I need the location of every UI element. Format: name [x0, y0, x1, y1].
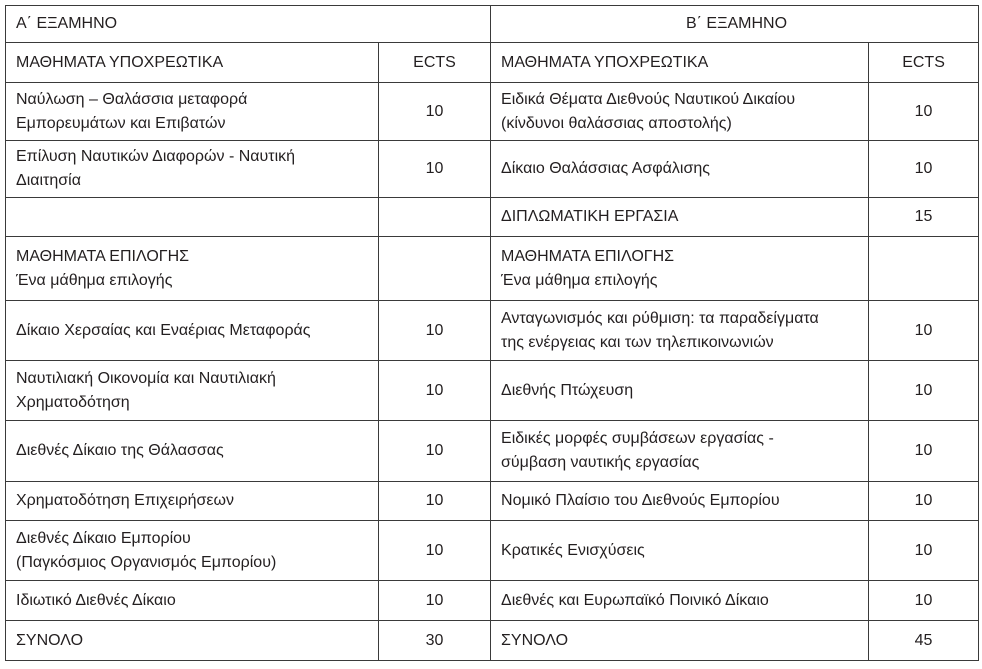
course-row	[6, 521, 979, 581]
electives-heading-row	[6, 237, 979, 301]
course-row	[6, 141, 979, 198]
electives-title: ΜΑΘΗΜΑΤΑ ΕΠΙΛΟΓΗΣ	[16, 247, 190, 265]
semester-a-ects: 10	[379, 581, 491, 621]
column-header-row	[6, 43, 979, 83]
course-name-line: Ειδικά Θέματα Διεθνούς Ναυτικού Δικαίου	[501, 90, 796, 108]
course-name-line: (Παγκόσμιος Οργανισμός Εμπορίου)	[16, 553, 277, 571]
semester-a-course	[6, 581, 379, 621]
course-name-line: σύμβαση ναυτικής εργασίας	[501, 454, 700, 471]
course-name-line: Χρηματοδότηση	[16, 393, 130, 411]
course-name-line: Ιδιωτικό Διεθνές Δίκαιο	[16, 591, 176, 609]
semester-a-ects: 10	[379, 482, 491, 521]
course-name-line: ΔΙΠΛΩΜΑΤΙΚΗ ΕΡΓΑΣΙΑ	[501, 208, 679, 225]
semester-a-course	[6, 301, 379, 361]
semester-a-ects: 10	[379, 421, 491, 482]
course-name-line: Δίκαιο Θαλάσσιας Ασφάλισης	[501, 160, 710, 177]
course-name-line: Κρατικές Ενισχύσεις	[501, 541, 645, 559]
course-row	[6, 301, 979, 361]
electives-note: Ένα μάθημα επιλογής	[16, 271, 173, 289]
semester-b-electives-label	[491, 237, 869, 301]
course-name-line: της ενέργειας και των τηλεπικοινωνιών	[501, 333, 774, 351]
semester-b-course	[491, 581, 869, 621]
semester-b-ects: 10	[869, 482, 979, 521]
course-name-line: Χρηματοδότηση Επιχειρήσεων	[16, 492, 234, 509]
semester-b-courses-column-header: ΜΑΘΗΜΑΤΑ ΥΠΟΧΡΕΩΤΙΚΑ	[491, 43, 869, 83]
course-name-line: Διαιτησία	[16, 172, 81, 189]
course-name-line: Ανταγωνισμός και ρύθμιση: τα παραδείγματα	[501, 309, 819, 327]
semester-b-ects: 10	[869, 301, 979, 361]
semester-b-ects: 10	[869, 141, 979, 198]
electives-title: ΜΑΘΗΜΑΤΑ ΕΠΙΛΟΓΗΣ	[501, 247, 675, 265]
course-row	[6, 482, 979, 521]
semester-a-ects	[379, 237, 491, 301]
semester-b-course	[491, 361, 869, 421]
semester-a-course	[6, 361, 379, 421]
course-name-line: (κίνδυνοι θαλάσσιας αποστολής)	[501, 114, 732, 132]
course-row	[6, 198, 979, 237]
course-name-line: Επίλυση Ναυτικών Διαφορών - Ναυτική	[16, 148, 296, 165]
semester-a-course	[6, 141, 379, 198]
course-name-line: Ναυτιλιακή Οικονομία και Ναυτιλιακή	[16, 369, 276, 387]
course-name-line: Δίκαιο Χερσαίας και Εναέριας Μεταφοράς	[16, 321, 311, 339]
semester-b-course	[491, 482, 869, 521]
semester-b-course	[491, 521, 869, 581]
semester-a-electives-label	[6, 237, 379, 301]
course-name-line: Νομικό Πλαίσιο του Διεθνούς Εμπορίου	[501, 492, 780, 509]
course-name-line: Διεθνής Πτώχευση	[501, 381, 634, 399]
course-name-line: Διεθνές Δίκαιο της Θάλασσας	[16, 442, 224, 459]
electives-note: Ένα μάθημα επιλογής	[501, 271, 658, 289]
course-row	[6, 83, 979, 141]
totals-row	[6, 621, 979, 661]
semester-b-ects	[869, 237, 979, 301]
semester-a-courses-column-header: ΜΑΘΗΜΑΤΑ ΥΠΟΧΡΕΩΤΙΚΑ	[6, 43, 379, 83]
semester-a-ects	[379, 198, 491, 237]
semester-b-ects: 10	[869, 421, 979, 482]
course-row	[6, 581, 979, 621]
semester-b-course	[491, 198, 869, 237]
semester-a-course	[6, 83, 379, 141]
semester-b-course	[491, 421, 869, 482]
semester-a-course	[6, 421, 379, 482]
semester-b-total-label: ΣΥΝΟΛΟ	[491, 621, 869, 661]
semester-a-ects-column-header: ECTS	[379, 43, 491, 83]
semester-a-total-label: ΣΥΝΟΛΟ	[6, 621, 379, 661]
semester-a-course	[6, 198, 379, 237]
course-name-line: Διεθνές και Ευρωπαϊκό Ποινικό Δίκαιο	[501, 591, 769, 609]
semester-b-ects: 10	[869, 521, 979, 581]
course-name-line: Εμπορευμάτων και Επιβατών	[16, 114, 226, 132]
course-name-line: Ειδικές μορφές συμβάσεων εργασίας -	[501, 430, 774, 447]
semester-a-course	[6, 482, 379, 521]
semester-a-total-ects: 30	[379, 621, 491, 661]
semester-b-ects: 15	[869, 198, 979, 237]
semester-a-ects: 10	[379, 521, 491, 581]
semester-a-course	[6, 521, 379, 581]
semester-b-course	[491, 83, 869, 141]
semester-b-ects: 10	[869, 83, 979, 141]
course-row	[6, 421, 979, 482]
course-row	[6, 361, 979, 421]
semester-b-ects: 10	[869, 581, 979, 621]
semester-b-course	[491, 301, 869, 361]
semester-a-ects: 10	[379, 83, 491, 141]
curriculum-table	[5, 5, 979, 661]
course-name-line: Διεθνές Δίκαιο Εμπορίου	[16, 529, 191, 547]
semester-header-row	[6, 6, 979, 43]
semester-b-ects-column-header: ECTS	[869, 43, 979, 83]
semester-a-ects: 10	[379, 141, 491, 198]
course-name-line: Ναύλωση – Θαλάσσια μεταφορά	[16, 90, 248, 108]
semester-a-ects: 10	[379, 301, 491, 361]
semester-b-header: Β΄ ΕΞΑΜΗΝΟ	[491, 6, 979, 43]
semester-b-course	[491, 141, 869, 198]
semester-b-total-ects: 45	[869, 621, 979, 661]
semester-a-ects: 10	[379, 361, 491, 421]
semester-a-header: Α΄ ΕΞΑΜΗΝΟ	[6, 6, 491, 43]
semester-b-ects: 10	[869, 361, 979, 421]
